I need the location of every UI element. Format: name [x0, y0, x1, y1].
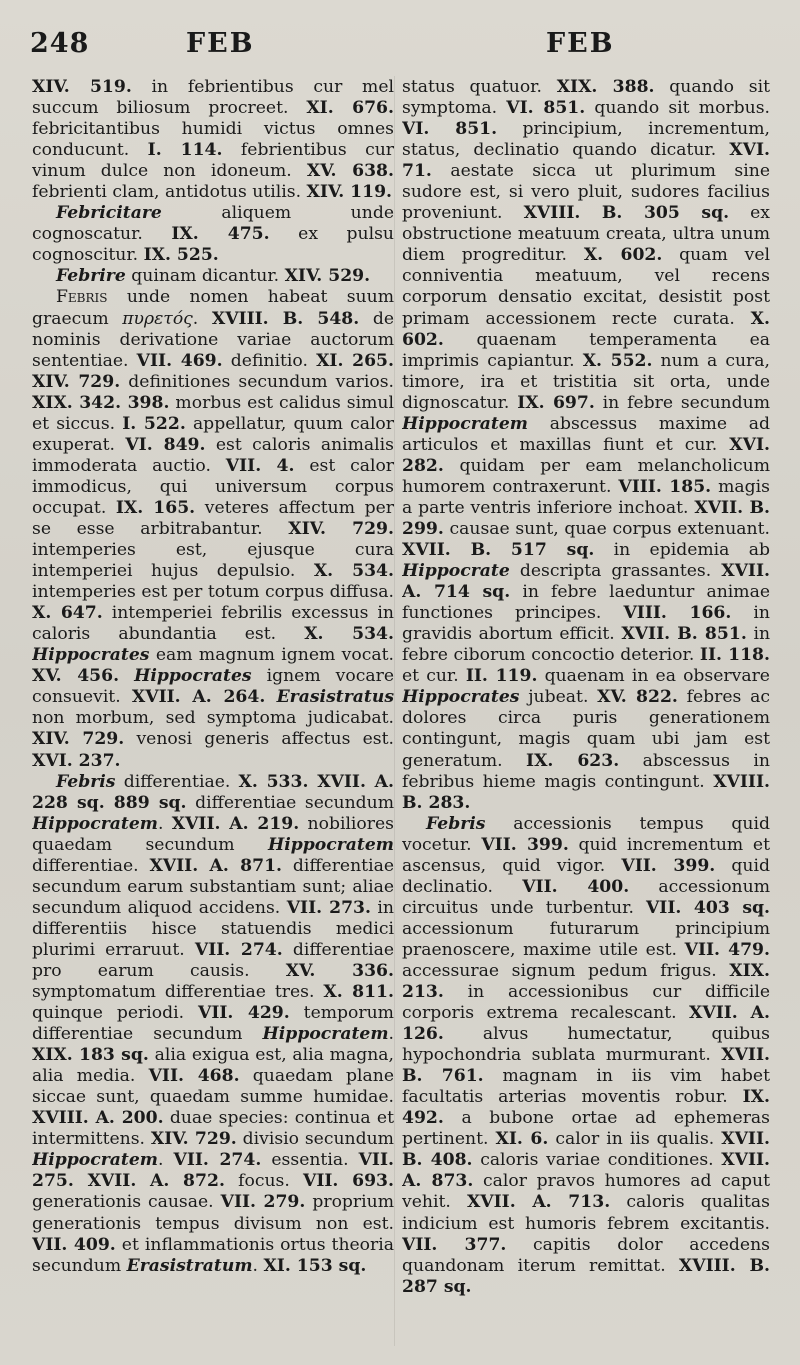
page-number: 248 [30, 28, 90, 59]
index-entry: XIV. 519. in febrientibus cur mel succum biliosum procreet. XI. 676. febricitantibus humidi victus omnes conducunt. I. 114. febrientibus cur vinum dulce non idoneum. XV. 638. febrienti clam, antidotus utilis. XIV. 119. [32, 77, 394, 203]
right-column [402, 77, 770, 1357]
running-head-left: FEB [186, 28, 255, 59]
index-entry: Febrire quinam dicantur. XIV. 529. [56, 266, 371, 287]
index-entry: Febris differentiae. X. 533. XVII. A. 228 sq. 889 sq. differentiae secundum Hippocratem. XVII. A. 219. nobiliores quaedam secundum Hippocratem differentiae. XVII. A. 871. differentiae secundum earum substantiam sunt; aliae secundum aliquod accidens. VII. 273. in differentiis hisce statuendis medici plurimi erraruut. VII. 274. differentiae pro earum causis. XV. 336. symptomatum differentiae tres. X. 811. quinque periodi. VII. 429. temporum differentiae secundum Hippocratem. XIX. 183 sq. alia exigua est, alia magna, alia media. VII. 468. quaedam plane siccae sunt, quaedam summe humidae. XVIII. A. 200. duae species: continua et intermittens. XIV. 729. divisio secundum Hippocratem. VII. 274. essentia. VII. 275. XVII. A. 872. focus. VII. 693. generationis causae. VII. 279. proprium generationis tempus divisum non est. VII. 409. et inflammationis ortus theoria secundum Erasistratum. XI. 153 sq. [32, 771, 394, 1276]
running-header [0, 28, 800, 68]
index-entry: Febris accessionis tempus quid vocetur. VII. 399. quid incrementum et ascensus, quid vigor. VII. 399. quid declinatio. VII. 400. accessionum circuitus unde turbentur. VII. 403 sq. accessionum futurarum principium praenoscere, maxime utile est. VII. 479. accessurae signum pedum frigus. XIX. 213. in accessionibus cur difficile corporis extrema recalescant. XVII. A. 126. alvus humectatur, quibus hypochondria sublata murmurant. XVII. B. 761. magnam in iis vim habet facultatis arterias moventis robur. IX. 492. a bubone ortae ad ephemeras pertinent. XI. 6. calor in iis qualis. XVII. B. 408. caloris variae conditiones. XVII. A. 873. calor pravos humores ad caput vehit. XVII. A. 713. caloris qualitas indicium est humoris febrem excitantis. VII. 377. capitis dolor accedens quandonam iterum remittat. XVIII. B. 287 sq. [402, 813, 770, 1297]
running-head-right: FEB [546, 28, 615, 59]
column-gutter [394, 76, 395, 1346]
index-entry: status quatuor. XIX. 388. quando sit symptoma. VI. 851. quando sit morbus. VI. 851. principium, incrementum, status, declinatio quando dicatur. XVI. 71. aestate sicca ut plurimum sine sudore est, si vero pluit, sudores facilius proveniunt. XVIII. B. 305 sq. ex obstructione meatuum creata, ultra unum diem progreditur. X. 602. quam vel conniventia meatuum, vel recens corporum densatio excitat, desistit post primam accessionem recte curata. X. 602. quaenam temperamenta ea imprimis capiantur. X. 552. num a cura, timore, ira et tristitia sit orta, unde dignoscatur. IX. 697. in febre secundum Hippocratem abscessus maxime ad articulos et maxillas fiunt et cur. XVI. 282. quidam per eam melancholicum humorem contraxerunt. VIII. 185. magis a parte ventris inferiore inchoat. XVII. B. 299. causae sunt, quae corpus extenuant. XVII. B. 517 sq. in epidemia ab Hippocrate descripta grassantes. XVII. A. 714 sq. in febre laeduntur animae functiones principes. VIII. 166. in gravidis abortum efficit. XVII. B. 851. in febre ciborum concoctio deterior. II. 118. et cur. II. 119. quaenam in ea observare Hippocrates jubeat. XV. 822. febres ac dolores circa puris generationem contingunt, magis quam ubi jam est generatum. IX. 623. abscessus in febribus hieme magis contingunt. XVIII. B. 283. [402, 77, 770, 813]
index-entry: Febricitare aliquem unde cognoscatur. IX. 475. ex pulsu cognoscitur. IX. 525. [32, 203, 394, 266]
index-entry: Febris unde nomen habeat suum graecum πυρετός. XVIII. B. 548. de nominis derivatione variae auctorum sententiae. VII. 469. definitio. XI. 265. XIV. 729. definitiones secundum varios. XIX. 342. 398. morbus est calidus simul et siccus. I. 522. appellatur, quum calor exuperat. VI. 849. est caloris animalis immoderata auctio. VII. 4. est calor immodicus, qui universum corpus occupat. IX. 165. veteres affectum per se esse arbitrabantur. XIV. 729. intemperies est, ejusque cura intemperiei hujus depulsio. X. 534. intemperies est per totum corpus diffusa. X. 647. intemperiei febrilis excessus in caloris abundantia est. X. 534. Hippocrates eam magnum ignem vocat. XV. 456. Hippocrates ignem vocare consuevit. XVII. A. 264. Erasistratus non morbum, sed symptoma judicabat. XIV. 729. venosi generis affectus est. XVI. 237. [32, 287, 394, 771]
left-column [32, 77, 394, 1357]
